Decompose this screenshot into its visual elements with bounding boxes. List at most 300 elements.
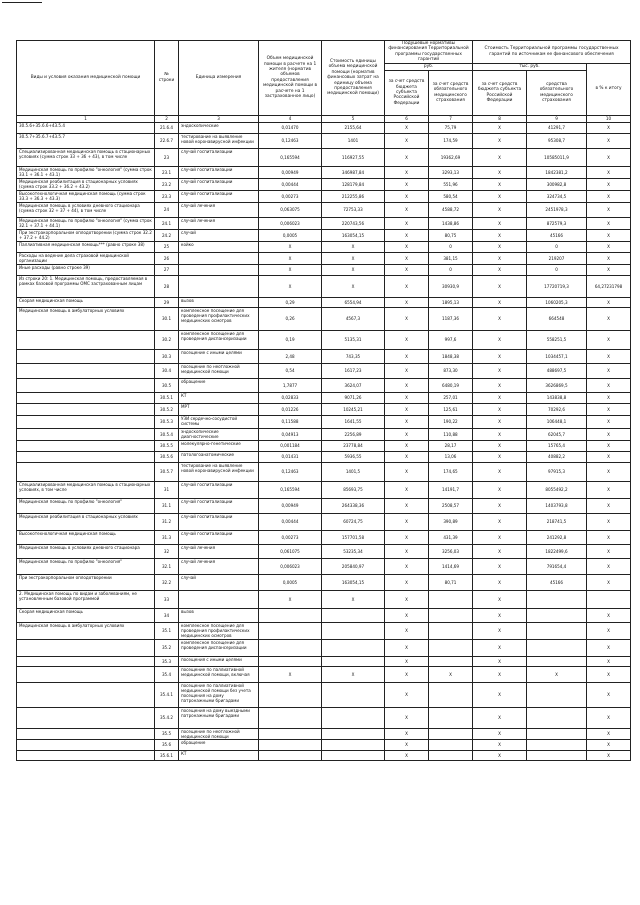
row-oms-total: 791654,4 — [527, 558, 587, 574]
row-unit-cost — [322, 750, 385, 760]
table-row — [17, 590, 631, 608]
row-unit-cost: 264338,36 — [322, 498, 385, 513]
row-percent: X — [587, 307, 631, 330]
row-number: 30.2 — [155, 330, 179, 349]
row-percent: X — [587, 297, 631, 307]
row-name — [17, 378, 155, 392]
row-unit: обращение — [179, 378, 259, 392]
row-unit: посещение с иными целями — [179, 349, 259, 363]
row-budget-total: X — [473, 513, 527, 530]
row-unit-cost — [322, 656, 385, 666]
row-unit: случай лечения — [179, 544, 259, 558]
row-unit: случай — [179, 229, 259, 241]
row-oms-total: 872579,3 — [527, 217, 587, 229]
row-unit-cost — [322, 639, 385, 656]
row-oms-per-capita: 3293,13 — [429, 166, 473, 178]
row-unit: вызов — [179, 297, 259, 307]
table-row — [17, 739, 631, 750]
row-volume: 2,48 — [259, 349, 322, 363]
row-volume: 0,01226 — [259, 403, 322, 415]
col-number: 9 — [527, 115, 587, 122]
row-number: 26 — [155, 252, 179, 264]
row-volume — [259, 707, 322, 728]
row-name — [17, 403, 155, 415]
row-budget-per-capita: X — [385, 190, 429, 202]
row-budget-per-capita: X — [385, 178, 429, 190]
row-name: При экстракорпоральном оплодотворении (сумма строк 32.2 + 37.2 + 44.2) — [17, 229, 155, 241]
row-unit-cost: 85693,75 — [322, 481, 385, 498]
row-budget-per-capita: X — [385, 728, 429, 739]
scan-corner-mark — [2, 2, 42, 3]
row-oms-total: 62045,7 — [527, 428, 587, 440]
row-budget-total: X — [473, 428, 527, 440]
row-oms-per-capita: 1438,86 — [429, 217, 473, 229]
row-budget-per-capita: X — [385, 241, 429, 252]
row-name — [17, 666, 155, 682]
row-unit-cost: X — [322, 241, 385, 252]
row-name: Скорая медицинская помощь — [17, 297, 155, 307]
row-budget-total: X — [473, 750, 527, 760]
row-unit: случай госпитализации — [179, 513, 259, 530]
row-oms-total: 558251,5 — [527, 330, 587, 349]
table-row — [17, 178, 631, 190]
row-oms-per-capita: 1895,13 — [429, 297, 473, 307]
table-row — [17, 639, 631, 656]
row-unit-cost: 743,35 — [322, 349, 385, 363]
row-number: 30.5.4 — [155, 428, 179, 440]
row-unit-cost: X — [322, 275, 385, 297]
row-oms-total — [527, 608, 587, 622]
row-unit-cost: 60724,75 — [322, 513, 385, 530]
row-name — [17, 428, 155, 440]
row-budget-per-capita: X — [385, 133, 429, 148]
row-oms-per-capita: 0 — [429, 241, 473, 252]
row-percent: X — [587, 133, 631, 148]
row-number: 35.4.2 — [155, 707, 179, 728]
col-number: 4 — [259, 115, 322, 122]
table-row — [17, 330, 631, 349]
row-oms-per-capita — [429, 639, 473, 656]
row-oms-per-capita: 551,96 — [429, 178, 473, 190]
table-row — [17, 666, 631, 682]
row-volume: 0,006023 — [259, 217, 322, 229]
row-budget-total: X — [473, 363, 527, 378]
row-number: 35.4.1 — [155, 682, 179, 707]
row-number: 32.1 — [155, 558, 179, 574]
row-oms-total — [527, 682, 587, 707]
row-unit-cost: 4567,3 — [322, 307, 385, 330]
row-volume: X — [259, 241, 322, 252]
row-name: Медицинская помощь в условиях дневного стационара — [17, 544, 155, 558]
row-oms-total: 324734,5 — [527, 190, 587, 202]
row-percent: X — [587, 241, 631, 252]
table-row — [17, 682, 631, 707]
row-oms-total: 300982,8 — [527, 178, 587, 190]
row-unit-cost: 53235,34 — [322, 544, 385, 558]
row-oms-per-capita: 30930,9 — [429, 275, 473, 297]
row-volume: 0,12463 — [259, 133, 322, 148]
row-percent: X — [587, 428, 631, 440]
row-budget-per-capita: X — [385, 148, 429, 166]
row-budget-per-capita: X — [385, 330, 429, 349]
header-unit-cost: Стоимость единицы объема медицинской помощи (норматив финансовых затрат на единицу объема предоставления медицинской помощи) — [322, 41, 385, 116]
row-oms-total: 143838,8 — [527, 392, 587, 403]
row-number: 35.3 — [155, 656, 179, 666]
table-row — [17, 513, 631, 530]
row-budget-total: X — [473, 498, 527, 513]
row-volume — [259, 682, 322, 707]
row-budget-per-capita: X — [385, 639, 429, 656]
row-oms-per-capita: 80,75 — [429, 229, 473, 241]
row-unit: посещение по неотложной медицинской помощи — [179, 363, 259, 378]
row-unit: комплексное посещение для проведения профилактических медицинских осмотров — [179, 622, 259, 639]
row-unit: посещение по паллиативной медицинской помощи, включая — [179, 666, 259, 682]
row-unit: койко — [179, 241, 259, 252]
row-volume — [259, 750, 322, 760]
row-oms-total — [527, 750, 587, 760]
row-unit — [179, 264, 259, 275]
row-budget-per-capita: X — [385, 574, 429, 590]
table-row — [17, 481, 631, 498]
row-unit: тестирование на выявление новой коронавирусной инфекции — [179, 462, 259, 481]
row-number: 35.5 — [155, 728, 179, 739]
row-oms-per-capita: X — [429, 666, 473, 682]
row-volume: 0,006023 — [259, 558, 322, 574]
table-row — [17, 656, 631, 666]
row-budget-per-capita: X — [385, 297, 429, 307]
row-budget-total: X — [473, 558, 527, 574]
row-unit — [179, 590, 259, 608]
row-name: Медицинская помощь по профилю "онкология" (сумма строк 32.1 + 37.1 + 44.1) — [17, 217, 155, 229]
row-oms-total — [527, 707, 587, 728]
table-row — [17, 307, 631, 330]
row-name — [17, 330, 155, 349]
row-oms-per-capita: 190,22 — [429, 415, 473, 428]
table-row — [17, 530, 631, 544]
row-budget-per-capita: X — [385, 608, 429, 622]
row-name — [17, 363, 155, 378]
row-number: 32.2 — [155, 574, 179, 590]
row-percent: X — [587, 481, 631, 498]
row-oms-per-capita — [429, 728, 473, 739]
row-volume: 0,063075 — [259, 202, 322, 217]
table-row — [17, 608, 631, 622]
row-number: 35.6.1 — [155, 750, 179, 760]
row-volume: 0,165594 — [259, 481, 322, 498]
row-unit-cost: X — [322, 590, 385, 608]
row-oms-total: 1822499,6 — [527, 544, 587, 558]
row-unit-cost: 2155,64 — [322, 122, 385, 133]
row-budget-total: X — [473, 122, 527, 133]
row-oms-per-capita: 873,30 — [429, 363, 473, 378]
row-oms-per-capita: 431,39 — [429, 530, 473, 544]
row-oms-total: 488697,5 — [527, 363, 587, 378]
row-oms-total: 15765,4 — [527, 440, 587, 451]
row-volume — [259, 728, 322, 739]
row-unit-cost: 5936,55 — [322, 451, 385, 462]
row-percent: X — [587, 498, 631, 513]
row-budget-total: X — [473, 440, 527, 451]
row-volume: 0,01470 — [259, 122, 322, 133]
row-name — [17, 739, 155, 750]
row-volume: 0,29 — [259, 297, 322, 307]
row-number: 30.4 — [155, 363, 179, 378]
row-number: 30.5.3 — [155, 415, 179, 428]
table-row — [17, 241, 631, 252]
row-budget-per-capita: X — [385, 462, 429, 481]
col-number: 10 — [587, 115, 631, 122]
row-number: 31.2 — [155, 513, 179, 530]
row-number: 30.5.5 — [155, 440, 179, 451]
row-budget-per-capita: X — [385, 415, 429, 428]
col-number: 8 — [473, 115, 527, 122]
row-budget-total: X — [473, 622, 527, 639]
row-unit: КТ — [179, 392, 259, 403]
row-budget-total: X — [473, 330, 527, 349]
row-budget-per-capita: X — [385, 363, 429, 378]
row-unit-cost: 72753,33 — [322, 202, 385, 217]
table-row — [17, 462, 631, 481]
row-budget-per-capita: X — [385, 530, 429, 544]
row-oms-per-capita: 80,71 — [429, 574, 473, 590]
table-row — [17, 622, 631, 639]
row-budget-total: X — [473, 666, 527, 682]
table-row — [17, 428, 631, 440]
row-oms-per-capita: 28,17 — [429, 440, 473, 451]
row-name: Медицинская помощь по профилю "онкология" — [17, 558, 155, 574]
row-percent: X — [587, 378, 631, 392]
row-oms-total: 45166 — [527, 574, 587, 590]
row-budget-per-capita: X — [385, 656, 429, 666]
table-row — [17, 166, 631, 178]
row-oms-per-capita: 257,01 — [429, 392, 473, 403]
row-oms-per-capita: 4588,72 — [429, 202, 473, 217]
row-oms-per-capita: 125,61 — [429, 403, 473, 415]
row-unit-cost: 1401,5 — [322, 462, 385, 481]
row-unit-cost — [322, 682, 385, 707]
table-row — [17, 498, 631, 513]
row-volume — [259, 622, 322, 639]
row-budget-per-capita: X — [385, 590, 429, 608]
row-number: 28 — [155, 275, 179, 297]
row-unit-cost: 220743,56 — [322, 217, 385, 229]
row-volume: 0,00273 — [259, 190, 322, 202]
row-budget-per-capita: X — [385, 275, 429, 297]
row-name: Расходы на ведение дела страховой медицинской организации — [17, 252, 155, 264]
row-oms-total: 3626869,5 — [527, 378, 587, 392]
row-volume: 0,12463 — [259, 462, 322, 481]
row-name: Медицинская помощь по профилю "онкология" — [17, 498, 155, 513]
row-number: 24 — [155, 202, 179, 217]
row-unit-cost: 6554,94 — [322, 297, 385, 307]
row-oms-total: 218741,5 — [527, 513, 587, 530]
row-budget-per-capita: X — [385, 498, 429, 513]
row-unit-cost — [322, 707, 385, 728]
row-percent: X — [587, 349, 631, 363]
row-percent: X — [587, 682, 631, 707]
row-budget-total: X — [473, 378, 527, 392]
row-unit: комплексное посещение для проведения профилактических медицинских осмотров — [179, 307, 259, 330]
row-oms-total: 219207 — [527, 252, 587, 264]
table-row — [17, 148, 631, 166]
row-unit-cost: X — [322, 252, 385, 264]
row-percent: 64,27231798 — [587, 275, 631, 297]
row-percent: X — [587, 122, 631, 133]
row-percent: X — [587, 608, 631, 622]
row-oms-per-capita: 14191,7 — [429, 481, 473, 498]
row-percent: X — [587, 728, 631, 739]
row-number: 21.6.4 — [155, 122, 179, 133]
row-oms-total: 0 — [527, 241, 587, 252]
row-number: 30.5.6 — [155, 451, 179, 462]
row-number: 30.5.7 — [155, 462, 179, 481]
header-percent: в % к итогу — [587, 63, 631, 115]
row-name: Иные расходы (равно строке 39) — [17, 264, 155, 275]
row-oms-total: 1060205,3 — [527, 297, 587, 307]
row-name: Медицинская помощь в условиях дневного стационара (сумма строк 32 + 37 + 44), в том числе — [17, 202, 155, 217]
row-unit: обращение — [179, 739, 259, 750]
row-volume: 0,001184 — [259, 440, 322, 451]
table-row — [17, 558, 631, 574]
table-row — [17, 544, 631, 558]
row-budget-per-capita: X — [385, 229, 429, 241]
row-percent: X — [587, 252, 631, 264]
row-percent: X — [587, 178, 631, 190]
row-name: Медицинская помощь в амбулаторных условиях — [17, 307, 155, 330]
row-percent: X — [587, 739, 631, 750]
row-budget-per-capita: X — [385, 392, 429, 403]
row-oms-per-capita: 997,6 — [429, 330, 473, 349]
row-budget-total: X — [473, 544, 527, 558]
row-volume — [259, 639, 322, 656]
row-budget-total: X — [473, 217, 527, 229]
header-sub-budget: за счет средств бюджета субъекта Российской Федерации — [385, 70, 429, 115]
row-name: Специализированная медицинская помощь в стационарных условиях, в том числе — [17, 481, 155, 498]
row-budget-per-capita: X — [385, 666, 429, 682]
row-budget-per-capita: X — [385, 349, 429, 363]
table-row — [17, 190, 631, 202]
row-percent: X — [587, 750, 631, 760]
row-unit-cost: 2256,89 — [322, 428, 385, 440]
row-oms-total: 0 — [527, 264, 587, 275]
row-oms-per-capita: 174,65 — [429, 462, 473, 481]
row-unit: эндоскопические диагностические — [179, 428, 259, 440]
row-unit-cost: 128179,84 — [322, 178, 385, 190]
row-volume: 0,54 — [259, 363, 322, 378]
row-percent: X — [587, 148, 631, 166]
row-oms-total: 70292,6 — [527, 403, 587, 415]
row-name — [17, 707, 155, 728]
col-number: 3 — [179, 115, 259, 122]
row-budget-per-capita: X — [385, 622, 429, 639]
row-percent: X — [587, 403, 631, 415]
row-unit: комплексное посещение для проведения диспансеризации — [179, 639, 259, 656]
header-sub-oms: за счет средств обязательного медицинского страхования — [429, 70, 473, 115]
row-oms-total: 45166 — [527, 229, 587, 241]
row-number: 31 — [155, 481, 179, 498]
row-name — [17, 440, 155, 451]
row-oms-total — [527, 728, 587, 739]
header-row-no: № строки — [155, 41, 179, 116]
row-oms-total: 41291,7 — [527, 122, 587, 133]
row-number: 34 — [155, 608, 179, 622]
row-name — [17, 349, 155, 363]
row-number: 22.6.7 — [155, 133, 179, 148]
row-volume: 0,0005 — [259, 229, 322, 241]
program-cost-table — [16, 40, 631, 761]
row-oms-per-capita: 19362,69 — [429, 148, 473, 166]
row-unit: случай — [179, 574, 259, 590]
row-volume: 0,19 — [259, 330, 322, 349]
row-number: 24.2 — [155, 229, 179, 241]
row-percent: X — [587, 574, 631, 590]
table-row — [17, 122, 631, 133]
row-budget-total: X — [473, 297, 527, 307]
row-name: При экстракорпоральном оплодотворении — [17, 574, 155, 590]
table-row — [17, 440, 631, 451]
row-budget-total: X — [473, 403, 527, 415]
row-name: Медицинская помощь по профилю "онкология" (сумма строк 33.1 + 36.1 + 43.1) — [17, 166, 155, 178]
row-number: 35.6 — [155, 739, 179, 750]
row-volume: 0,26 — [259, 307, 322, 330]
row-oms-total — [527, 622, 587, 639]
row-percent: X — [587, 639, 631, 656]
table-row — [17, 264, 631, 275]
row-name: Медицинская реабилитация в стационарных условиях (сумма строк 33.2 + 36.2 + 43.2) — [17, 178, 155, 190]
row-unit-cost — [322, 608, 385, 622]
row-oms-total: 40882,2 — [527, 451, 587, 462]
row-unit: тестирование на выявление новой коронавирусной инфекции — [179, 133, 259, 148]
row-oms-per-capita — [429, 656, 473, 666]
row-oms-total: 1034457,1 — [527, 349, 587, 363]
row-budget-per-capita: X — [385, 217, 429, 229]
row-unit: эндоскопические — [179, 122, 259, 133]
row-unit-cost: 1641,55 — [322, 415, 385, 428]
table-row — [17, 415, 631, 428]
row-percent: X — [587, 666, 631, 682]
row-number: 27 — [155, 264, 179, 275]
row-unit — [179, 252, 259, 264]
row-number: 30.5.1 — [155, 392, 179, 403]
col-number: 1 — [17, 115, 155, 122]
row-percent: X — [587, 330, 631, 349]
row-volume — [259, 608, 322, 622]
col-number: 5 — [322, 115, 385, 122]
row-budget-total: X — [473, 451, 527, 462]
row-name — [17, 639, 155, 656]
column-numbers-row — [17, 115, 631, 122]
row-budget-total: X — [473, 275, 527, 297]
row-unit-cost: 10245,21 — [322, 403, 385, 415]
row-budget-per-capita: X — [385, 166, 429, 178]
row-volume: 0,04913 — [259, 428, 322, 440]
table-row — [17, 750, 631, 760]
row-budget-total: X — [473, 148, 527, 166]
row-percent: X — [587, 363, 631, 378]
row-volume — [259, 739, 322, 750]
row-oms-total: 106448,1 — [527, 415, 587, 428]
row-number: 23.2 — [155, 178, 179, 190]
row-name — [17, 462, 155, 481]
row-budget-total: X — [473, 415, 527, 428]
row-number: 23.1 — [155, 166, 179, 178]
row-oms-per-capita — [429, 739, 473, 750]
row-budget-total: X — [473, 252, 527, 264]
row-volume: 0,0005 — [259, 574, 322, 590]
row-volume: 0,00444 — [259, 178, 322, 190]
row-number: 25 — [155, 241, 179, 252]
row-unit-cost: 205840,97 — [322, 558, 385, 574]
